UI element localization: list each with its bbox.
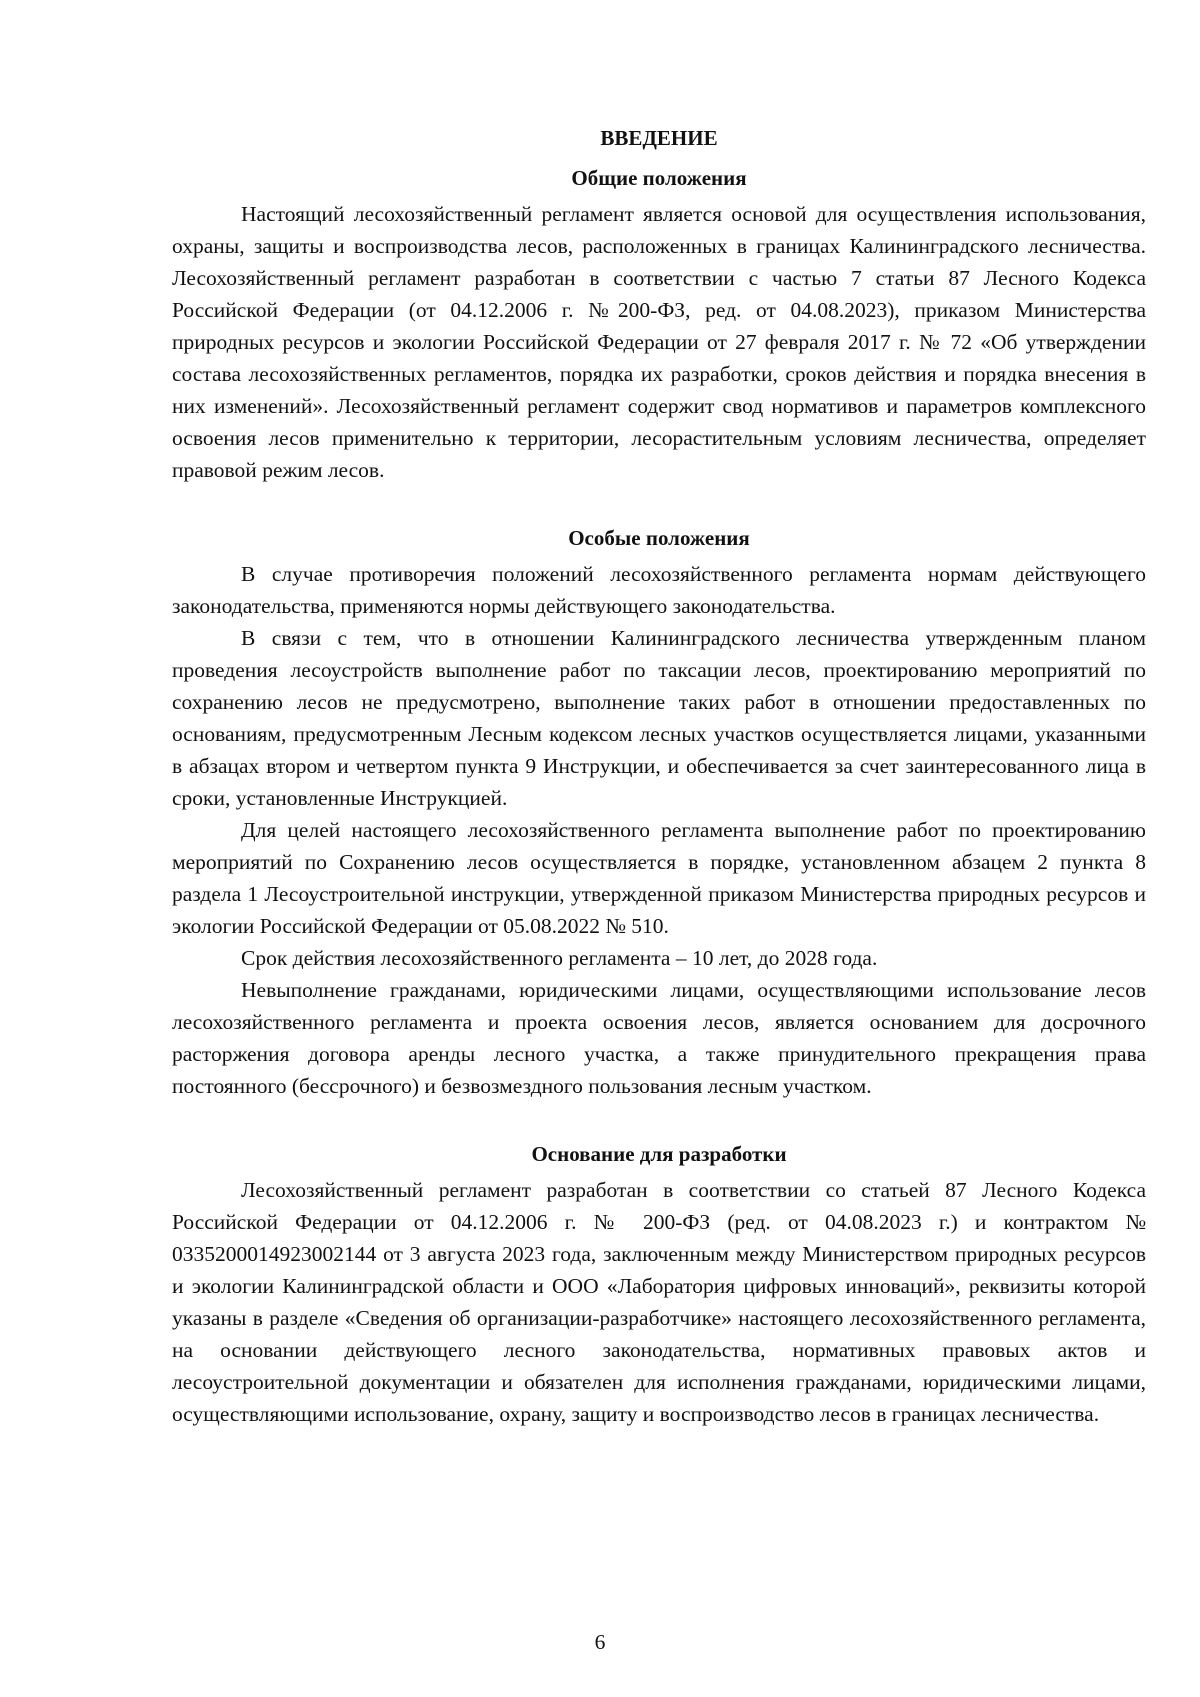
- paragraph: Невыполнение гражданами, юридическими лицами, осуществляющими использование лесов лесохозяйственного регламента и проекта освоения лесов, является основанием для досрочного расторжения договора аренды лесного участка, а также принудительного прекращения права постоянного (бессрочного) и безвозмездного пользования лесным участком.: [172, 978, 1146, 1098]
- page-title: ВВЕДЕНИЕ: [600, 126, 718, 150]
- document-body: [172, 122, 1146, 1430]
- section-heading-general: Общие положения: [571, 166, 747, 190]
- paragraph: В случае противоречия положений лесохозяйственного регламента нормам действующего законодательства, применяются нормы действующего законодательства.: [172, 562, 1146, 618]
- paragraph: Настоящий лесохозяйственный регламент является основой для осуществления использования, охраны, защиты и воспроизводства лесов, расположенных в границах Калининградского лесничества. Лесохозяйственный регламент разработан в соответствии с частью 7 статьи 87 Лесного Кодекса Российской Федерации (от 04.12.2006 г. №200-ФЗ, ред. от 04.08.2023), приказом Министерства природных ресурсов и экологии Российской Федерации от 27 февраля 2017 г. № 72 «Об утверждении состава лесохозяйственных регламентов, порядка их разработки, сроков действия и порядка внесения в них изменений». Лесохозяйственный регламент содержит свод нормативов и параметров комплексного освоения лесов применительно к территории, лесорастительным условиям лесничества, определяет правовой режим лесов.: [172, 202, 1146, 482]
- section-spacer: [172, 1102, 1146, 1138]
- section-spacer: [172, 486, 1146, 522]
- paragraph: Для целей настоящего лесохозяйственного регламента выполнение работ по проектированию мероприятий по Сохранению лесов осуществляется в порядке, установленном абзацем 2 пункта 8 раздела 1 Лесоустроительной инструкции, утвержденной приказом Министерства природных ресурсов и экологии Российской Федерации от 05.08.2022 № 510.: [172, 818, 1146, 938]
- section-heading-special: Особые положения: [568, 526, 750, 550]
- page-number: 6: [594, 1630, 606, 1654]
- paragraph: В связи с тем, что в отношении Калининградского лесничества утвержденным планом проведения лесоустройств выполнение работ по таксации лесов, проектированию мероприятий по сохранению лесов не предусмотрено, выполнение таких работ в отношении предоставленных по основаниям, предусмотренным Лесным кодексом лесных участков осуществляется лицами, указанными в абзацах втором и четвертом пункта 9 Инструкции, и обеспечивается за счет заинтересованного лица в сроки, установленные Инструкцией.: [172, 626, 1146, 810]
- paragraph: Срок действия лесохозяйственного регламента – 10 лет, до 2028 года.: [241, 946, 878, 970]
- section-heading-basis: Основание для разработки: [531, 1142, 787, 1166]
- paragraph: Лесохозяйственный регламент разработан в соответствии со статьей 87 Лесного Кодекса Российской Федерации от 04.12.2006 г. № 200-ФЗ (ред. от 04.08.2023 г.) и контрактом № 0335200014923002144 от 3 августа 2023 года, заключенным между Министерством природных ресурсов и экологии Калининградской области и ООО «Лаборатория цифровых инноваций», реквизиты которой указаны в разделе «Сведения об организации-разработчике» настоящего лесохозяйственного регламента, на основании действующего лесного законодательства, нормативных правовых актов и лесоустроительной документации и обязателен для исполнения гражданами, юридическими лицами, осуществляющими использование, охрану, защиту и воспроизводство лесов в границах лесничества.: [172, 1178, 1146, 1426]
